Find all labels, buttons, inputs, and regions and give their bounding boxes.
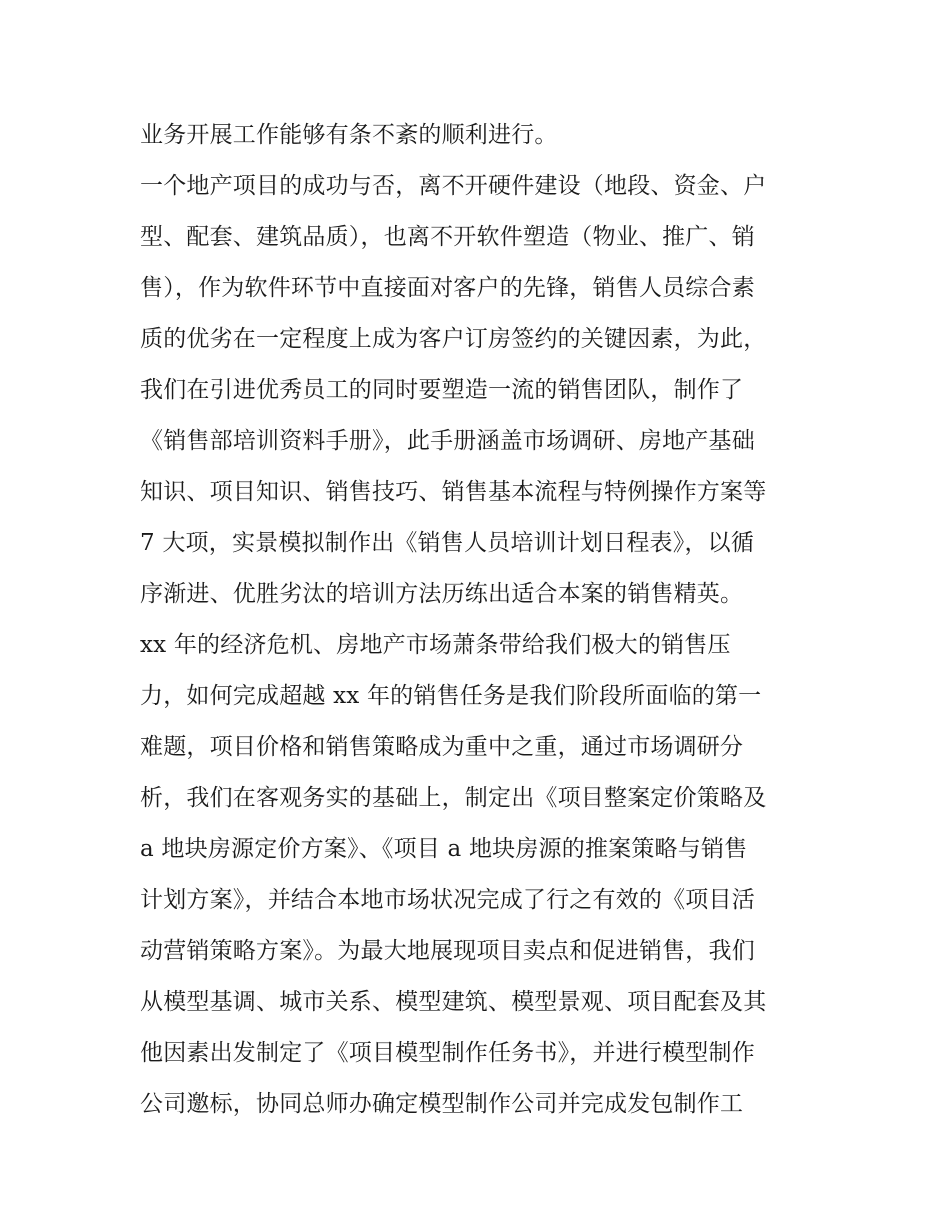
text-line: 难题，项目价格和销售策略成为重中之重，通过市场调研分 xyxy=(140,734,744,760)
text-line: 《销售部培训资料手册》，此手册涵盖市场调研、房地产基础 xyxy=(140,428,755,454)
text-line: 知识、项目知识、销售技巧、销售基本流程与特例操作方案等 xyxy=(140,479,767,505)
text-line: 我们在引进优秀员工的同时要塑造一流的销售团队，制作了 xyxy=(140,377,744,403)
text-line: 力，如何完成超越 xx 年的销售任务是我们阶段所面临的第一 xyxy=(140,683,762,709)
text-line: 动营销策略方案》。为最大地展现项目卖点和促进销售，我们 xyxy=(140,938,755,964)
text-line: 公司邀标，协同总师办确定模型制作公司并完成发包制作工 xyxy=(140,1091,744,1117)
text-line: 质的优劣在一定程度上成为客户订房签约的关键因素，为此， xyxy=(140,326,767,352)
text-line: 计划方案》，并结合本地市场状况完成了行之有效的《项目活 xyxy=(140,887,755,913)
body-text xyxy=(140,110,840,1130)
text-line: 从模型基调、城市关系、模型建筑、模型景观、项目配套及其 xyxy=(140,989,767,1015)
text-line: a 地块房源定价方案》、《项目 a 地块房源的推案策略与销售 xyxy=(140,836,748,862)
text-line: 型、配套、建筑品质），也离不开软件塑造（物业、推广、销 xyxy=(140,224,755,250)
text-line: xx 年的经济危机、房地产市场萧条带给我们极大的销售压 xyxy=(140,632,731,658)
text-line: 业务开展工作能够有条不紊的顺利进行。 xyxy=(140,122,558,148)
text-line: 序渐进、优胜劣汰的培训方法历练出适合本案的销售精英。 xyxy=(140,581,744,607)
text-line: 一个地产项目的成功与否，离不开硬件建设（地段、资金、户 xyxy=(140,173,767,199)
text-line: 析，我们在客观务实的基础上，制定出《项目整案定价策略及 xyxy=(140,785,767,811)
text-line: 售），作为软件环节中直接面对客户的先锋，销售人员综合素 xyxy=(140,275,755,301)
text-line: 7 大项，实景模拟制作出《销售人员培训计划日程表》，以循 xyxy=(140,530,755,556)
text-line: 他因素出发制定了《项目模型制作任务书》，并进行模型制作 xyxy=(140,1040,755,1066)
